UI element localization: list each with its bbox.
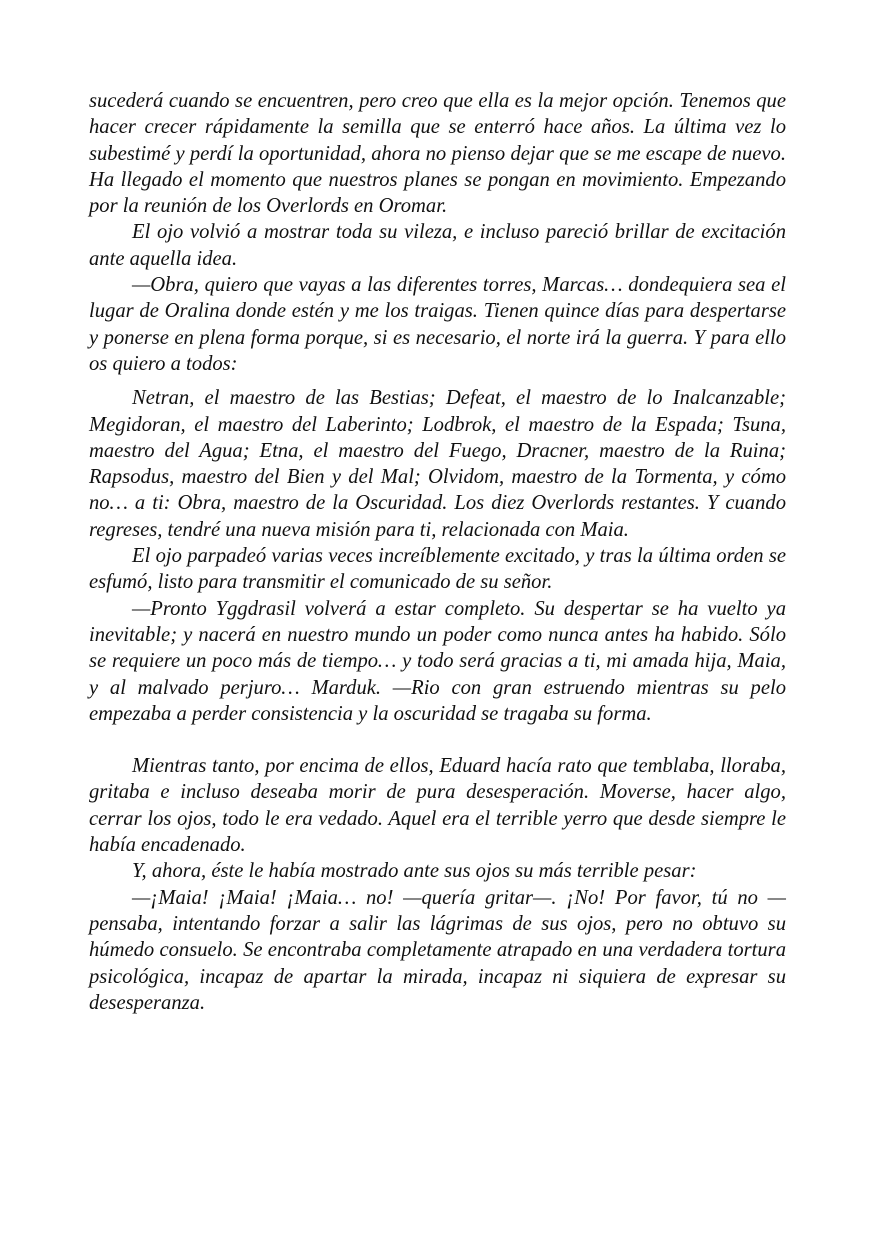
paragraph: Netran, el maestro de las Bestias; Defeat, el maestro de lo Inalcanzable; Megidoran, el maestro del Laberinto; Lodbrok, el maestro de la Espada; Tsuna, maestro del Agua; Etna, el maestro del Fuego, Dracner, maestro de la Ruina; Rapsodus, maestro del Bien y del Mal; Olvidom, maestro de la Tormenta, y cómo no… a ti: Obra, maestro de la Oscuridad. Los diez Overlords restantes. Y cuando regreses, tendré una nueva misión para ti, relacionada con Maia. <box>89 387 786 541</box>
page-text <box>89 88 786 1016</box>
paragraph: —¡Maia! ¡Maia! ¡Maia… no! —quería gritar—. ¡No! Por favor, tú no —pensaba, intentando forzar a salir las lágrimas de sus ojos, pero no obtuvo su húmedo consuelo. Se encontraba completamente atrapado en una verdadera tortura psicológica, incapaz de apartar la mirada, incapaz ni siquiera de expresar su desesperanza. <box>89 886 786 1014</box>
paragraph: —Pronto Yggdrasil volverá a estar completo. Su despertar se ha vuelto ya inevitable; y nacerá en nuestro mundo un poder como nunca antes ha habido. Sólo se requiere un poco más de tiempo… y todo será gracias a ti, mi amada hija, Maia, y al malvado perjuro… Marduk. —Rio con gran estruendo mientras su pelo empezaba a perder consistencia y la oscuridad se tragaba su forma. <box>89 597 786 725</box>
paragraph: El ojo volvió a mostrar toda su vileza, e incluso pareció brillar de excitación ante aquella idea. <box>89 221 786 270</box>
paragraph: Mientras tanto, por encima de ellos, Eduard hacía rato que temblaba, lloraba, gritaba e incluso deseaba morir de pura desesperación. Moverse, hacer algo, cerrar los ojos, todo le era vedado. Aquel era el terrible yerro que desde siempre le había encadenado. <box>89 755 786 857</box>
paragraph: Y, ahora, éste le había mostrado ante sus ojos su más terrible pesar: <box>132 860 697 883</box>
paragraph: sucederá cuando se encuentren, pero creo que ella es la mejor opción. Tenemos que hacer crecer rápidamente la semilla que se enterró hace años. La última vez lo subestimé y perdí la oportunidad, ahora no pienso dejar que se me escape de nuevo. Ha llegado el momento que nuestros planes se pongan en movimiento. Empezando por la reunión de los Overlords en Oromar. <box>89 90 786 218</box>
paragraph: El ojo parpadeó varias veces increíblemente excitado, y tras la última orden se esfumó, listo para transmitir el comunicado de su señor. <box>89 545 786 594</box>
paragraph: —Obra, quiero que vayas a las diferentes torres, Marcas… dondequiera sea el lugar de Oralina donde estén y me los traigas. Tienen quince días para despertarse y ponerse en plena forma porque, si es necesario, el norte irá la guerra. Y para ello os quiero a todos: <box>89 274 786 375</box>
